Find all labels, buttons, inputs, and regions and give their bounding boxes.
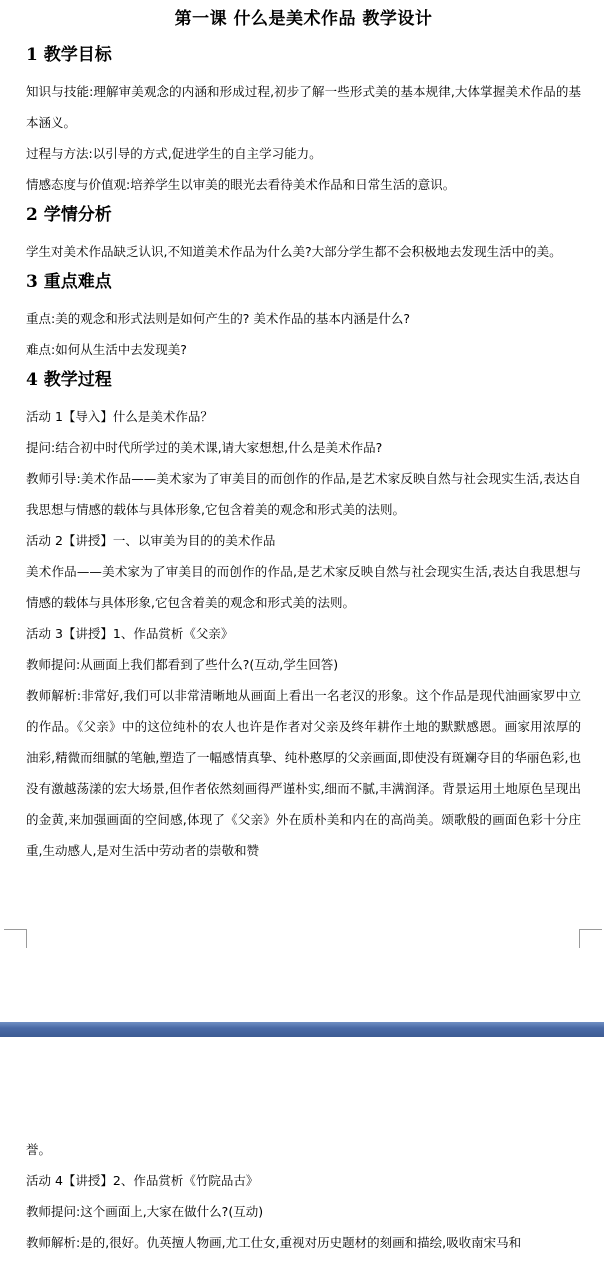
- document-title: 第一课 什么是美术作品 教学设计: [174, 9, 433, 29]
- crop-mark-icon: [4, 929, 27, 948]
- paragraph: 知识与技能:理解审美观念的内涵和形成过程,初步了解一些形式美的基本规律,大体掌握美术作品的基本涵义。: [26, 84, 581, 130]
- paragraph: 提问:结合初中时代所学过的美术课,请大家想想,什么是美术作品?: [26, 440, 383, 455]
- activity-label: 活动 1【导入】什么是美术作品？: [26, 409, 213, 424]
- page-2-content: [26, 1134, 581, 1258]
- paragraph: 教师提问:这个画面上,大家在做什么?(互动): [26, 1204, 264, 1219]
- paragraph: 教师解析:非常好,我们可以非常清晰地从画面上看出一名老汉的形象。这个作品是现代油画家罗中立的作品。《父亲》中的这位纯朴的农人也许是作者对父亲及终年耕作土地的默默感恩。画家用浓厚的油彩,精微而细腻的笔触,塑造了一幅感情真挚、纯朴憨厚的父亲画面,即使没有斑斓夺目的华丽色彩,也没有激越荡漾的宏大场景,但作者依然刻画得严谨朴实,细而不腻,丰满润泽。背景运用土地原色呈现出的金黄,来加强画面的空间感,体现了《父亲》外在质朴美和内在的高尚美。颂歌般的画面色彩十分庄重,生动感人,是对生活中劳动者的崇敬和赞: [26, 688, 581, 858]
- document-page-2: [0, 1037, 604, 1262]
- section-heading-key-points: 3 重点难点: [26, 272, 112, 292]
- section-heading-learner-analysis: 2 学情分析: [26, 205, 112, 225]
- paragraph: 过程与方法:以引导的方式,促进学生的自主学习能力。: [26, 146, 322, 161]
- section-heading-teaching-process: 4 教学过程: [26, 370, 112, 390]
- paragraph: 誉。: [26, 1142, 52, 1157]
- paragraph: 教师提问:从画面上我们都看到了些什么?(互动,学生回答): [26, 657, 339, 672]
- paragraph: 美术作品——美术家为了审美目的而创作的作品,是艺术家反映自然与社会现实生活,表达自我思想与情感的载体与具体形象,它包含着美的观念和形式美的法则。: [26, 564, 581, 610]
- activity-label: 活动 3【讲授】1、作品赏析《父亲》: [26, 626, 234, 641]
- activity-label: 活动 2【讲授】一、以审美为目的的美术作品: [26, 533, 276, 548]
- paragraph: 情感态度与价值观:培养学生以审美的眼光去看待美术作品和日常生活的意识。: [26, 177, 456, 192]
- paragraph: 教师解析:是的,很好。仇英擅人物画,尤工仕女,重视对历史题材的刻画和描绘,吸收南宋马和: [26, 1235, 522, 1250]
- crop-mark-icon: [579, 929, 602, 948]
- page-separator: [0, 1022, 604, 1037]
- activity-label: 活动 4【讲授】2、作品赏析《竹院品古》: [26, 1173, 259, 1188]
- paragraph: 学生对美术作品缺乏认识,不知道美术作品为什么美?大部分学生都不会积极地去发现生活中的美。: [26, 244, 562, 259]
- page-1-content: [26, 8, 581, 866]
- paragraph: 教师引导:美术作品——美术家为了审美目的而创作的作品,是艺术家反映自然与社会现实生活,表达自我思想与情感的载体与具体形象,它包含着美的观念和形式美的法则。: [26, 471, 581, 517]
- paragraph: 重点:美的观念和形式法则是如何产生的? 美术作品的基本内涵是什么?: [26, 311, 410, 326]
- paragraph: 难点:如何从生活中去发现美?: [26, 342, 187, 357]
- section-heading-objectives: 1 教学目标: [26, 45, 112, 65]
